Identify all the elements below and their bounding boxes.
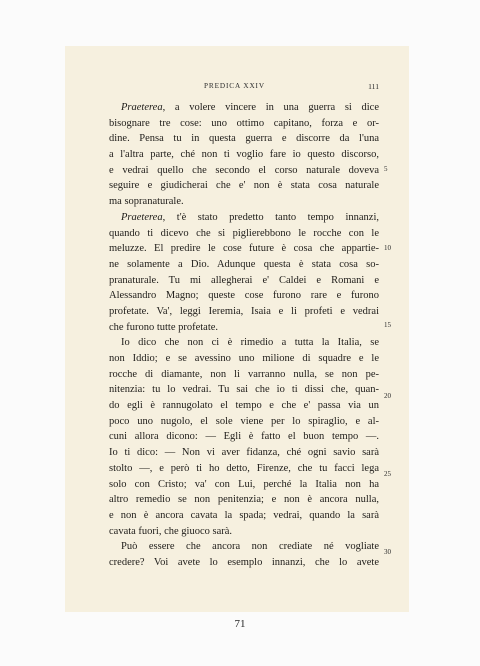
- line-text: e non è ancora cavata la spada; vedrai, quando la sarà: [109, 509, 379, 521]
- text-line: [109, 335, 379, 351]
- line-text: nitenzia: tu lo vedrai. Tu sai che io ti dissi che, quan-: [109, 384, 379, 396]
- line-text: rocche di diamante, non li varranno nulla, se non pe-: [109, 368, 379, 380]
- text-line: [109, 351, 379, 367]
- line-text: cavata fuori, che giuoco sarà.: [109, 525, 233, 537]
- line-text: Io ti dico: — Non vi aver fidanza, ché ogni savio sarà: [109, 447, 379, 459]
- line-text: poco uno nugolo, el sole viene per lo spiraglio, e al-: [109, 415, 379, 427]
- text-line: [109, 210, 379, 226]
- line-text: credere? Voi avete lo esemplo innanzi, che lo avete: [109, 556, 379, 568]
- line-text: , t'è stato predetto tanto tempo innanzi,: [162, 211, 379, 223]
- line-text: a l'altra parte, ché non ti voglio fare io questo discorso,: [109, 149, 379, 161]
- text-line: [109, 382, 379, 398]
- page-folio: 71: [234, 618, 246, 630]
- line-text: profetate. Va', leggi Ieremia, Isaia e li profeti e vedrai: [109, 305, 379, 317]
- line-number-10: 10: [384, 244, 391, 252]
- text-line: [109, 320, 379, 336]
- line-text: ne solamente a Dio. Adunque questa è stata cosa so-: [109, 258, 379, 270]
- text-line: [109, 273, 379, 289]
- line-text: Io dico che non ci è rimedio a tutta la Italia, se: [121, 337, 379, 349]
- line-number-30: 30: [384, 548, 391, 556]
- text-line: [109, 398, 379, 414]
- text-line: [109, 414, 379, 430]
- line-text: bisognare tre cose: uno ottimo capitano, forza e or-: [109, 117, 379, 129]
- line-number-5: 5: [384, 165, 388, 173]
- text-line: [109, 116, 379, 132]
- line-number-15: 15: [384, 321, 391, 329]
- line-text: stolto —, e però ti ho detto, Firenze, che tu facci lega: [109, 462, 379, 474]
- line-text: meluzze. El predire le cose future è cosa che appartie-: [109, 243, 379, 255]
- text-line: [109, 147, 379, 163]
- line-text: altro remedio se non penitenzia; e non è ancora nulla,: [109, 494, 379, 506]
- italic-word: Praeterea: [121, 102, 163, 113]
- text-line: [109, 508, 379, 524]
- line-text: solo con Cristo; va' con Lui, perché la Italia non ha: [109, 478, 379, 490]
- line-number-25: 25: [384, 470, 391, 478]
- text-line: [109, 194, 379, 210]
- line-text: Può essere che ancora non crediate né vogliate: [121, 541, 379, 553]
- line-text: , a volere vincere in una guerra si dice: [162, 102, 379, 113]
- running-title: PREDICA XXIV: [204, 82, 265, 90]
- text-line: [109, 524, 379, 540]
- text-line: [109, 131, 379, 147]
- text-line: [109, 492, 379, 508]
- line-text: cuni allora dicono: — Egli è fatto el buon tempo —.: [109, 431, 379, 443]
- line-number-20: 20: [384, 392, 391, 400]
- line-text: Alessandro Magno; queste cose furono rare e furono: [109, 290, 379, 302]
- text-line: [109, 100, 379, 116]
- text-line: [109, 304, 379, 320]
- italic-word: Praeterea: [121, 211, 163, 223]
- line-text: non Iddio; e se avessino uno milione di squadre e le: [109, 353, 379, 364]
- line-text: do egli è rannugolato el tempo e che e' passa via un: [109, 400, 379, 412]
- line-text: ma sopranaturale.: [109, 196, 184, 208]
- text-line: [109, 367, 379, 383]
- text-line: [109, 257, 379, 273]
- line-text: che furono tutte profetate.: [109, 321, 219, 333]
- text-line: [109, 178, 379, 194]
- header-page-number: 111: [368, 82, 379, 91]
- line-text: seguire e giudicherai che e' non è stata cosa naturale: [109, 180, 379, 192]
- text-line: [109, 461, 379, 477]
- text-line: [109, 477, 379, 493]
- text-line: [109, 163, 379, 179]
- line-text: e vedrai quello che secondo el corso naturale doveva: [109, 164, 379, 176]
- line-text: pranaturale. Tu mi allegherai e' Caldei e Romani e: [109, 274, 379, 286]
- text-line: [109, 555, 379, 571]
- text-line: [109, 445, 379, 461]
- body-text: [109, 100, 379, 571]
- line-text: quando ti dicevo che si piglierebbono le rocche con le: [109, 227, 379, 239]
- page-header: [109, 82, 379, 96]
- text-line: [109, 226, 379, 242]
- text-line: [109, 539, 379, 555]
- text-line: [109, 288, 379, 304]
- text-line: [109, 429, 379, 445]
- line-text: dine. Pensa tu in questa guerra e discorre da l'una: [109, 133, 379, 145]
- text-line: [109, 241, 379, 257]
